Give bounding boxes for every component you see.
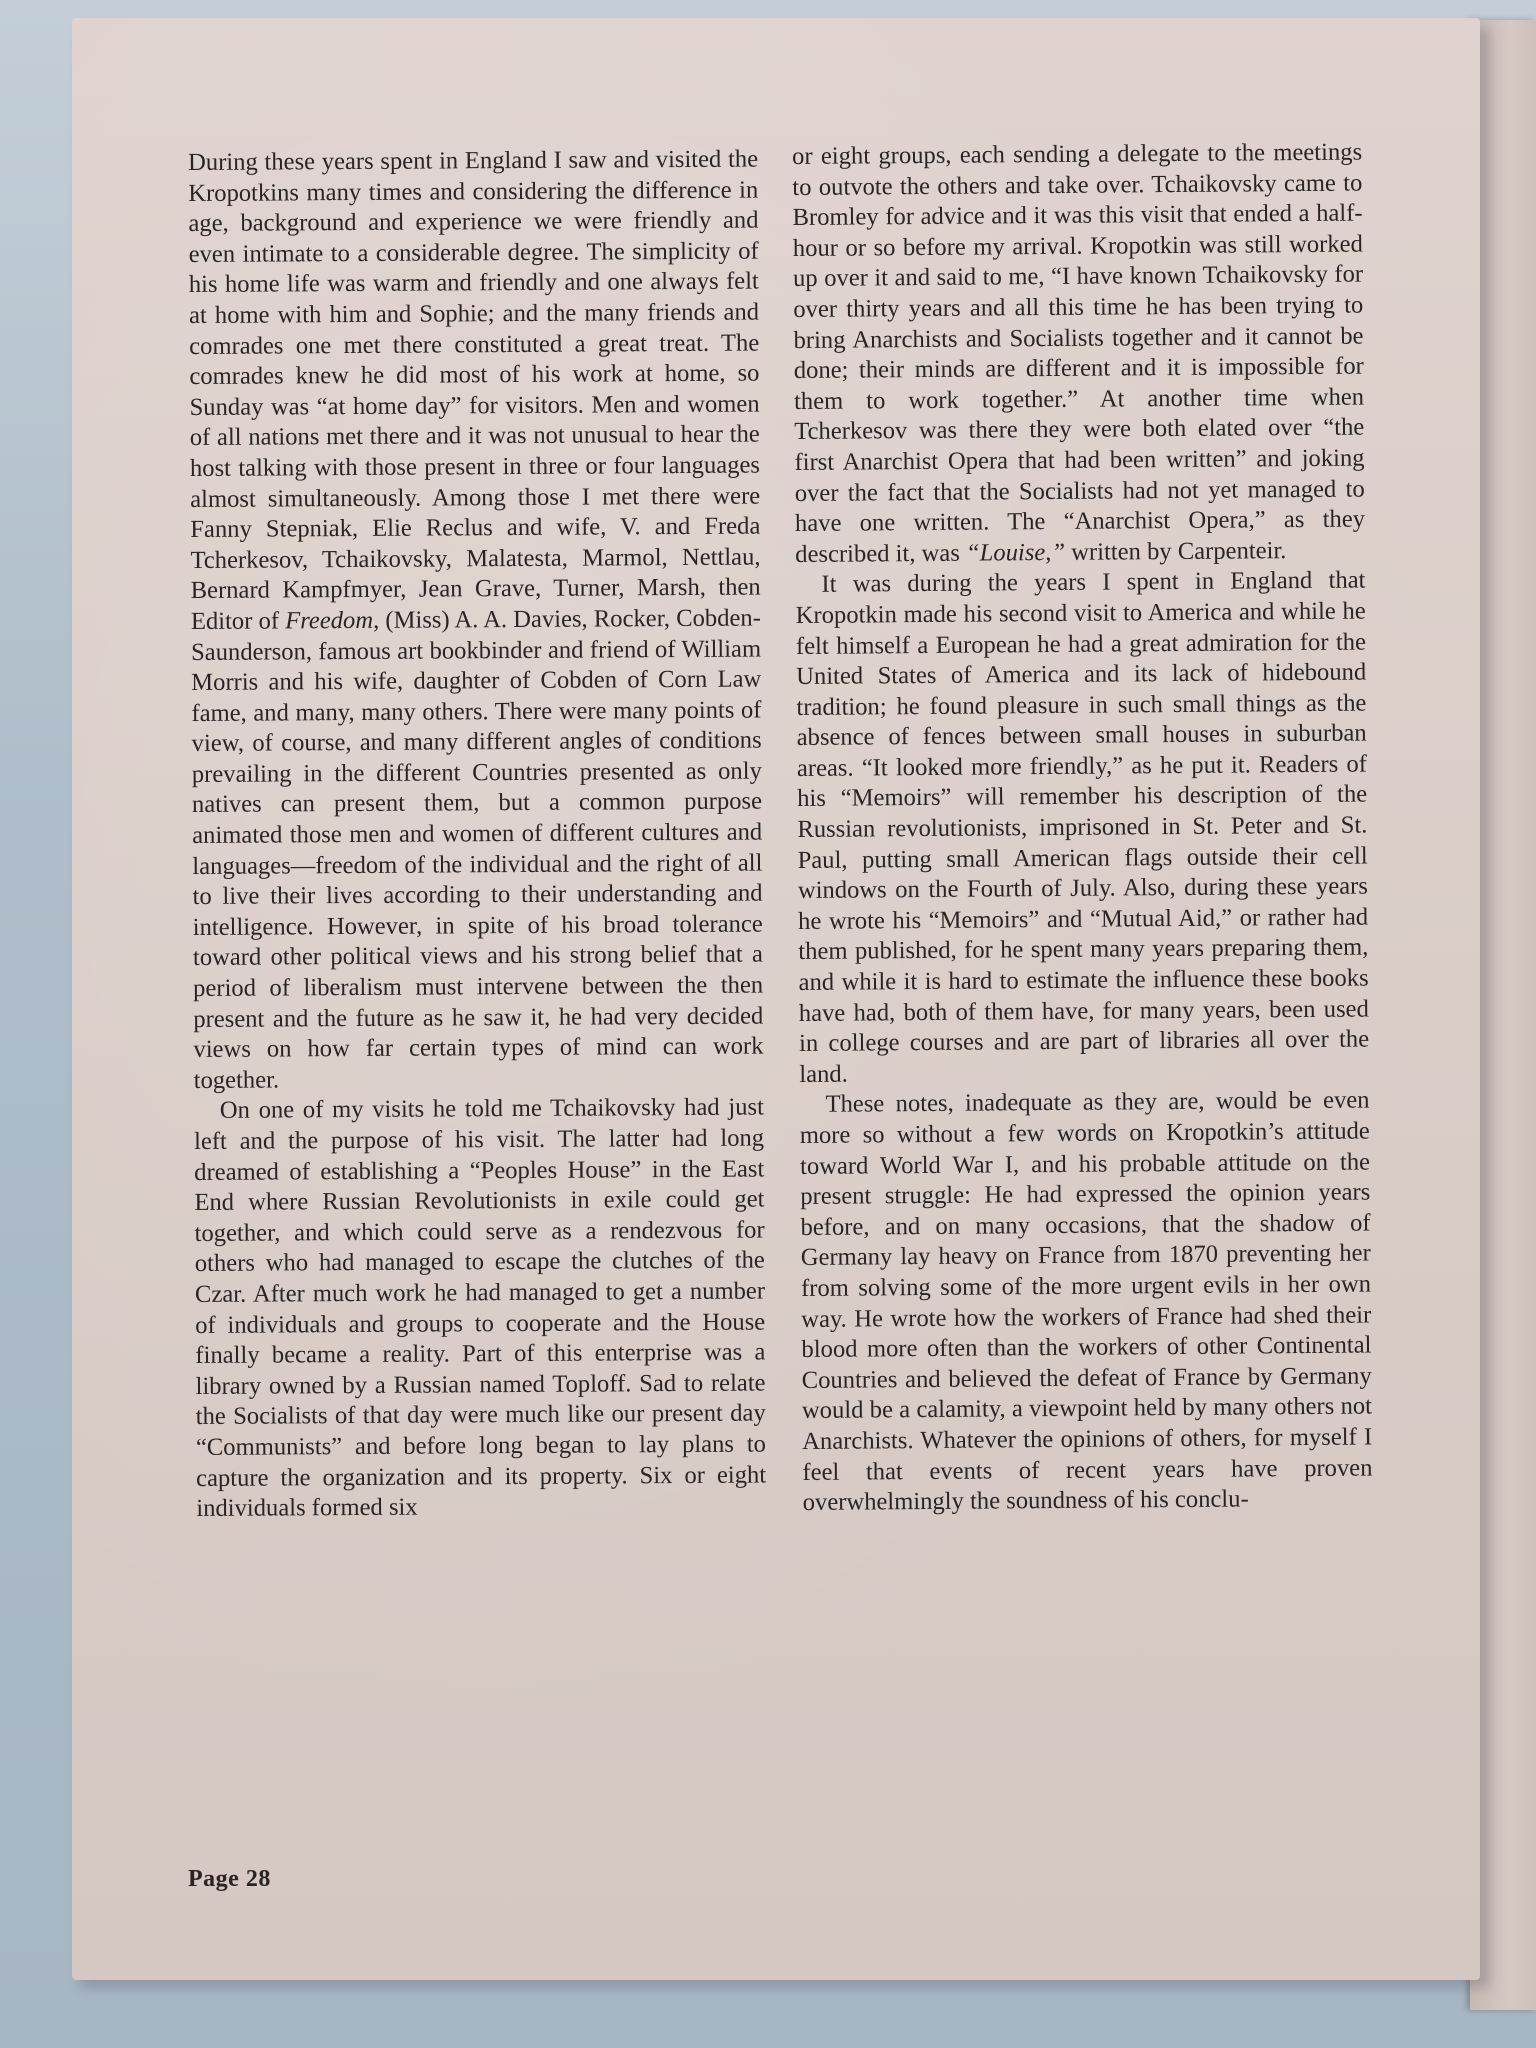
- right-text-column: [792, 138, 1373, 1519]
- right-paragraph-1-text-a: or eight groups, each sending a delegate to the meetings to outvote the others and take over. Tchaikovsky came to Bromley for advice and it was this visit that ended a half-hour or so before my arrival. Kropotkin was still worked up over it and said to me, “I have known Tchaikovsky for over thirty years and all this time he has been trying to bring Anarchists and Socialists together and it cannot be done; their minds are different and it is impossible for them to work together.” At another time when Tcherkesov was there they were both elated over “the first Anarchist Opera that had been written” and joking over the fact that the Socialists had not yet managed to have one written. The “Anarchist Opera,” as they described it, was: [792, 138, 1366, 568]
- right-paragraph-1-text-b: written by Carpenteir.: [1064, 536, 1287, 566]
- left-paragraph-1-text-b: (Miss) A. A. Davies, Rocker, Cobden-Saunderson, famous art bookbinder and friend of William Morris and his wife, daughter of Cobden of Corn Law fame, and many, many others. There were many points of view, of course, and many different angles of conditions prevailing in the different Countries presented as only natives can present them, but a common purpose animated those men and women of different cultures and languages—freedom of the individual and the right of all to live their lives according to their understanding and intelligence. However, in spite of his broad tolerance toward other political views and his strong belief that a period of liberalism must intervene between the then present and the future as he saw it, he had very decided views on how far certain types of mind can work together.: [190, 604, 764, 1094]
- page-number: Page 28: [188, 1866, 271, 1892]
- right-paragraph-1: [792, 138, 1365, 571]
- right-paragraph-2: It was during the years I spent in England that Kropotkin made his second visit to America and while he felt himself a European he had a great admiration for the United States of America and its lack of hidebound tradition; he found pleasure in such small things as the absence of fences between small houses in suburban areas. “It looked more friendly,” as he put it. Readers of his “Memoirs” will remember his description of the Russian revolutionists, imprisoned in St. Peter and St. Paul, putting small American flags outside their cell windows on the Fourth of July. Also, during these years he wrote his “Memoirs” and “Mutual Aid,” or rather had them published, for he spent many years preparing them, and while it is hard to estimate the influence these books have had, both of them have, for many years, been used in college courses and are part of libraries all over the land.: [795, 566, 1370, 1088]
- louise-opera-title: “Louise,”: [965, 538, 1066, 567]
- freedom-publication-title: Freedom,: [285, 606, 380, 635]
- left-paragraph-1-text-a: During these years spent in England I saw and visited the Kropotkins many times and considering the difference in age, background and experience we were friendly and even intimate to a considerable degree. The simplicity of his home life was warm and friendly and one always felt at home with him and Sophie; and the many friends and comrades one met there constituted a great treat. The comrades knew he did most of his work at home, so Sunday was “at home day” for visitors. Men and women of all nations met there and it was not unusual to hear the host talking with those present in three or four languages almost simultaneously. Among those I met there were Fanny Stepniak, Elie Reclus and wife, V. and Freda Tcherkesov, Tchaikovsky, Malatesta, Marmol, Nettlau, Bernard Kampfmyer, Jean Grave, Turner, Marsh, then Editor of: [188, 145, 761, 635]
- right-paragraph-3: These notes, inadequate as they are, would be even more so without a few words on Kropotkin’s attitude toward World War I, and his probable attitude on the present struggle: He had expressed the opinion years before, and on many occasions, that the shadow of Germany lay heavy on France from 1870 preventing her from solving some of the more urgent evils in her own way. He wrote how the workers of France had shed their blood more often than the workers of other Continental Countries and believed the defeat of France by Germany would be a calamity, a viewpoint held by many others not Anarchists. Whatever the opinions of others, for myself I feel that events of recent years have proven overwhelmingly the soundness of his conclu-: [799, 1086, 1373, 1517]
- document-page: [72, 18, 1480, 1980]
- left-paragraph-2: On one of my visits he told me Tchaikovsky had just left and the purpose of his visit. The latter had long dreamed of establishing a “Peoples House” in the East End where Russian Revolutionists in exile could get together, and which could serve as a rendezvous for others who had managed to escape the clutches of the Czar. After much work he had managed to get a number of individuals and groups to cooperate and the House finally became a reality. Part of this enterprise was a library owned by a Russian named Toploff. Sad to relate the Socialists of that day were much like our present day “Communists” and before long began to lay plans to capture the organization and its property. Six or eight individuals formed six: [193, 1093, 767, 1523]
- left-paragraph-1: [188, 145, 764, 1097]
- left-text-column: [188, 145, 766, 1525]
